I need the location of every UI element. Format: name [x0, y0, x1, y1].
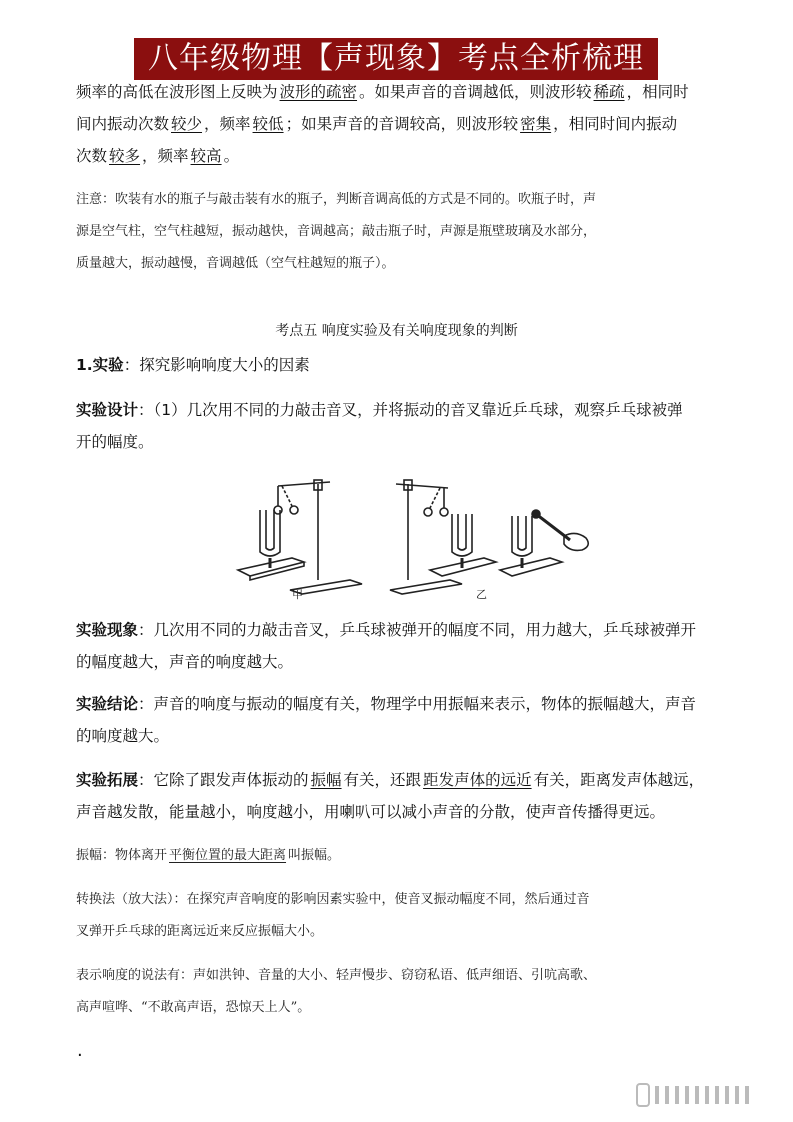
note-line: 注意：吹装有水的瓶子与敲击装有水的瓶子，判断音调高低的方式是不同的。吹瓶子时，声 — [76, 192, 597, 207]
answer-underlined: 较高 — [190, 147, 222, 165]
phenomenon-label: 实验现象 — [76, 621, 139, 639]
text: ，频率 — [142, 147, 189, 165]
string-left-2 — [282, 486, 292, 506]
answer-underlined: 波形的疏密 — [279, 83, 358, 101]
experiment-text: ：探究影响响度大小的因素 — [123, 356, 310, 374]
text: ：它除了跟发声体振动的 — [138, 771, 309, 789]
ball-right-2 — [424, 508, 432, 516]
text: 频率的高低在波形图上反映为 — [76, 83, 278, 101]
label-yi: 乙 — [476, 588, 487, 601]
design-text: ：（1）几次用不同的力敲击音叉，并将振动的音叉靠近乒乓球，观察乒乓球被弹 — [138, 401, 683, 419]
fork-right — [452, 514, 472, 556]
mallet-head — [532, 510, 540, 518]
text: 次数 — [76, 147, 108, 165]
ball-left-2 — [290, 506, 298, 514]
conclusion-paragraph — [76, 688, 726, 752]
text: ，相同时间内振动 — [553, 115, 678, 133]
answer-underlined: 密集 — [520, 115, 552, 133]
phenomenon-text: ：几次用不同的力敲击音叉，乒乓球被弹开的幅度不同，用力越大，乒乓球被弹开 — [138, 621, 697, 639]
text: 有关，距离发声体越远， — [533, 771, 705, 789]
design-text-2: 开的幅度。 — [76, 433, 154, 451]
conclusion-text: ：声音的响度与振动的幅度有关，物理学中用振幅来表示，物体的振幅越大，声音 — [138, 695, 697, 713]
pitch-line-3 — [76, 140, 726, 172]
hand — [564, 533, 588, 550]
loudness-expressions-note — [76, 960, 726, 1024]
text: 叫振幅。 — [288, 848, 341, 863]
note-line: 表示响度的说法有：声如洪钟、音量的大小、轻声慢步、窃窃私语、低声细语、引吭高歌、 — [76, 968, 597, 983]
text: ；如果声音的音调较高，则波形较 — [285, 115, 519, 133]
pitch-line-2 — [76, 108, 726, 140]
experiment-label: 1.实验 — [76, 356, 124, 374]
text: ，相同时 — [626, 83, 689, 101]
section-heading: 考点五 响度实验及有关响度现象的判断 — [275, 323, 518, 339]
answer-underlined: 距发声体的远近 — [423, 771, 532, 789]
conversion-note — [76, 884, 726, 948]
extension-paragraph — [76, 764, 726, 828]
conclusion-text-2: 的响度越大。 — [76, 727, 170, 745]
note-line: 叉弹开乒乓球的距离远近来反应振幅大小。 — [76, 924, 324, 939]
note-line: 转换法（放大法）：在探究声音响度的影响因素实验中，使音叉振动幅度不同，然后通过音 — [76, 892, 590, 907]
note-bottle-pitch — [76, 184, 726, 280]
stand-right-base — [390, 580, 462, 594]
watermark-icon — [635, 1080, 775, 1110]
note-line: 高声喧哗、“不敢高声语，恐惊天上人”。 — [76, 1000, 311, 1015]
ball-right-1 — [440, 508, 448, 516]
string-right-2 — [430, 488, 440, 508]
text: 振幅：物体离开 — [76, 848, 168, 863]
design-label: 实验设计 — [76, 401, 139, 419]
answer-underlined: 较少 — [171, 115, 203, 133]
answer-underlined: 平衡位置的最大距离 — [169, 848, 287, 863]
text: 间内振动次数 — [76, 115, 170, 133]
fork-third — [512, 516, 532, 556]
text: 。如果声音的音调越低，则波形较 — [359, 83, 592, 101]
extension-label: 实验拓展 — [76, 771, 139, 789]
trailing-dot: . — [77, 1040, 83, 1061]
extension-text-2: 声音越发散，能量越小，响度越小，用喇叭可以减小声音的分散，使声音传播得更远。 — [76, 803, 666, 821]
text: ，频率 — [204, 115, 251, 133]
answer-underlined: 稀疏 — [593, 83, 625, 101]
text: 。 — [223, 147, 240, 165]
answer-underlined: 较低 — [252, 115, 284, 133]
experiment-line — [76, 349, 726, 381]
note-line: 源是空气柱，空气柱越短，振动越快，音调越高；敲击瓶子时，声源是瓶壁玻璃及水部分， — [76, 224, 597, 239]
amplitude-note — [76, 840, 726, 872]
design-paragraph — [76, 394, 726, 458]
text: 有关，还跟 — [343, 771, 422, 789]
pitch-paragraph — [76, 76, 726, 172]
phenomenon-text-2: 的幅度越大，声音的响度越大。 — [76, 653, 294, 671]
note-line: 质量越大，振动越慢，音调越低（空气柱越短的瓶子）。 — [76, 256, 395, 271]
base-third — [500, 558, 562, 576]
answer-underlined: 振幅 — [310, 771, 342, 789]
fork-left — [260, 510, 280, 556]
page-title-banner: 八年级物理【声现象】考点全析梳理 — [134, 38, 658, 80]
label-jia: 甲 — [292, 588, 303, 601]
conclusion-label: 实验结论 — [76, 695, 139, 713]
answer-underlined: 较多 — [109, 147, 141, 165]
tuning-fork-figure — [230, 472, 595, 602]
phenomenon-paragraph — [76, 614, 726, 678]
pitch-line-1 — [76, 76, 726, 108]
